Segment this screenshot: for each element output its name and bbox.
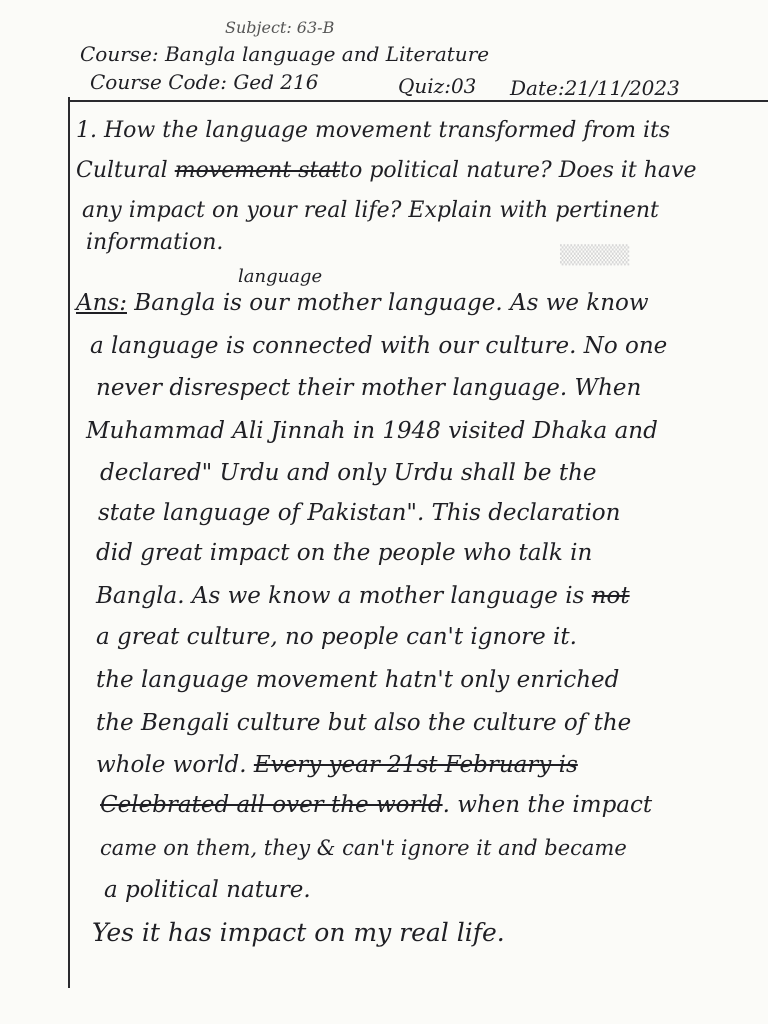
date-value: 21/11/2023: [564, 76, 680, 100]
course-code-label: Course Code:: [90, 70, 227, 94]
question-line-1: 1. How the language movement transformed from its: [76, 118, 671, 143]
course-value: Bangla language and Literature: [164, 42, 490, 66]
header-subject: Subject: 63-B: [225, 18, 335, 37]
quiz-line: [398, 74, 476, 98]
question-line-4: information.: [86, 230, 224, 255]
answer-line-2: a language is connected with our culture. No one: [90, 333, 668, 359]
answer-label: Ans:: [76, 290, 127, 316]
date-label: Date:: [510, 76, 565, 100]
quiz-value: 03: [450, 74, 477, 98]
answer-line-13: [100, 792, 652, 818]
header-rule: [68, 100, 768, 102]
answer-line-1: [76, 290, 649, 316]
answer-text-8: Bangla. As we know a mother language is: [96, 583, 585, 609]
bleed-through: ▒▒▒▒▒: [560, 245, 630, 266]
answer-text-13: . when the impact: [442, 792, 653, 818]
answer-line-16: Yes it has impact on my real life.: [92, 918, 505, 947]
question-line-2a: Cultural: [76, 158, 168, 183]
question-line-2: [76, 158, 696, 183]
course-code-value: Ged 216: [233, 70, 319, 94]
date-line: [510, 76, 680, 100]
answer-line-9: a great culture, no people can't ignore it.: [96, 624, 577, 650]
answer-line-8: [96, 583, 630, 609]
inserted-word: language: [238, 266, 323, 287]
answer-line-12: [96, 752, 578, 778]
struck-sentence-part-2: Celebrated all over the world: [100, 792, 443, 818]
answer-line-7: did great impact on the people who talk in: [96, 540, 593, 566]
answer-line-5: declared" Urdu and only Urdu shall be the: [100, 460, 597, 486]
struck-word: not: [591, 583, 630, 609]
margin-rule: [68, 97, 70, 988]
struck-text: movement stat: [174, 158, 341, 183]
course-label: Course:: [80, 42, 159, 66]
answer-text-12: whole world.: [96, 752, 247, 778]
course-code-line: [90, 70, 318, 94]
answer-line-11: the Bengali culture but also the culture of the: [96, 710, 632, 736]
course-line: [80, 42, 489, 66]
question-line-3: any impact on your real life? Explain with pertinent: [82, 198, 659, 223]
quiz-label: Quiz:: [398, 74, 451, 98]
answer-line-4: Muhammad Ali Jinnah in 1948 visited Dhaka and: [86, 418, 658, 444]
answer-line-3: never disrespect their mother language. When: [96, 375, 642, 401]
question-line-2b: to political nature? Does it have: [340, 158, 697, 183]
answer-text-1: Bangla is our mother language. As we know: [134, 290, 649, 316]
answer-line-15: a political nature.: [104, 877, 311, 903]
answer-line-14: came on them, they & can't ignore it and became: [100, 836, 627, 860]
answer-line-10: the language movement hatn't only enriched: [96, 667, 620, 693]
struck-sentence-part-1: Every year 21st February is: [253, 752, 578, 778]
answer-line-6: state language of Pakistan". This declaration: [98, 500, 621, 526]
